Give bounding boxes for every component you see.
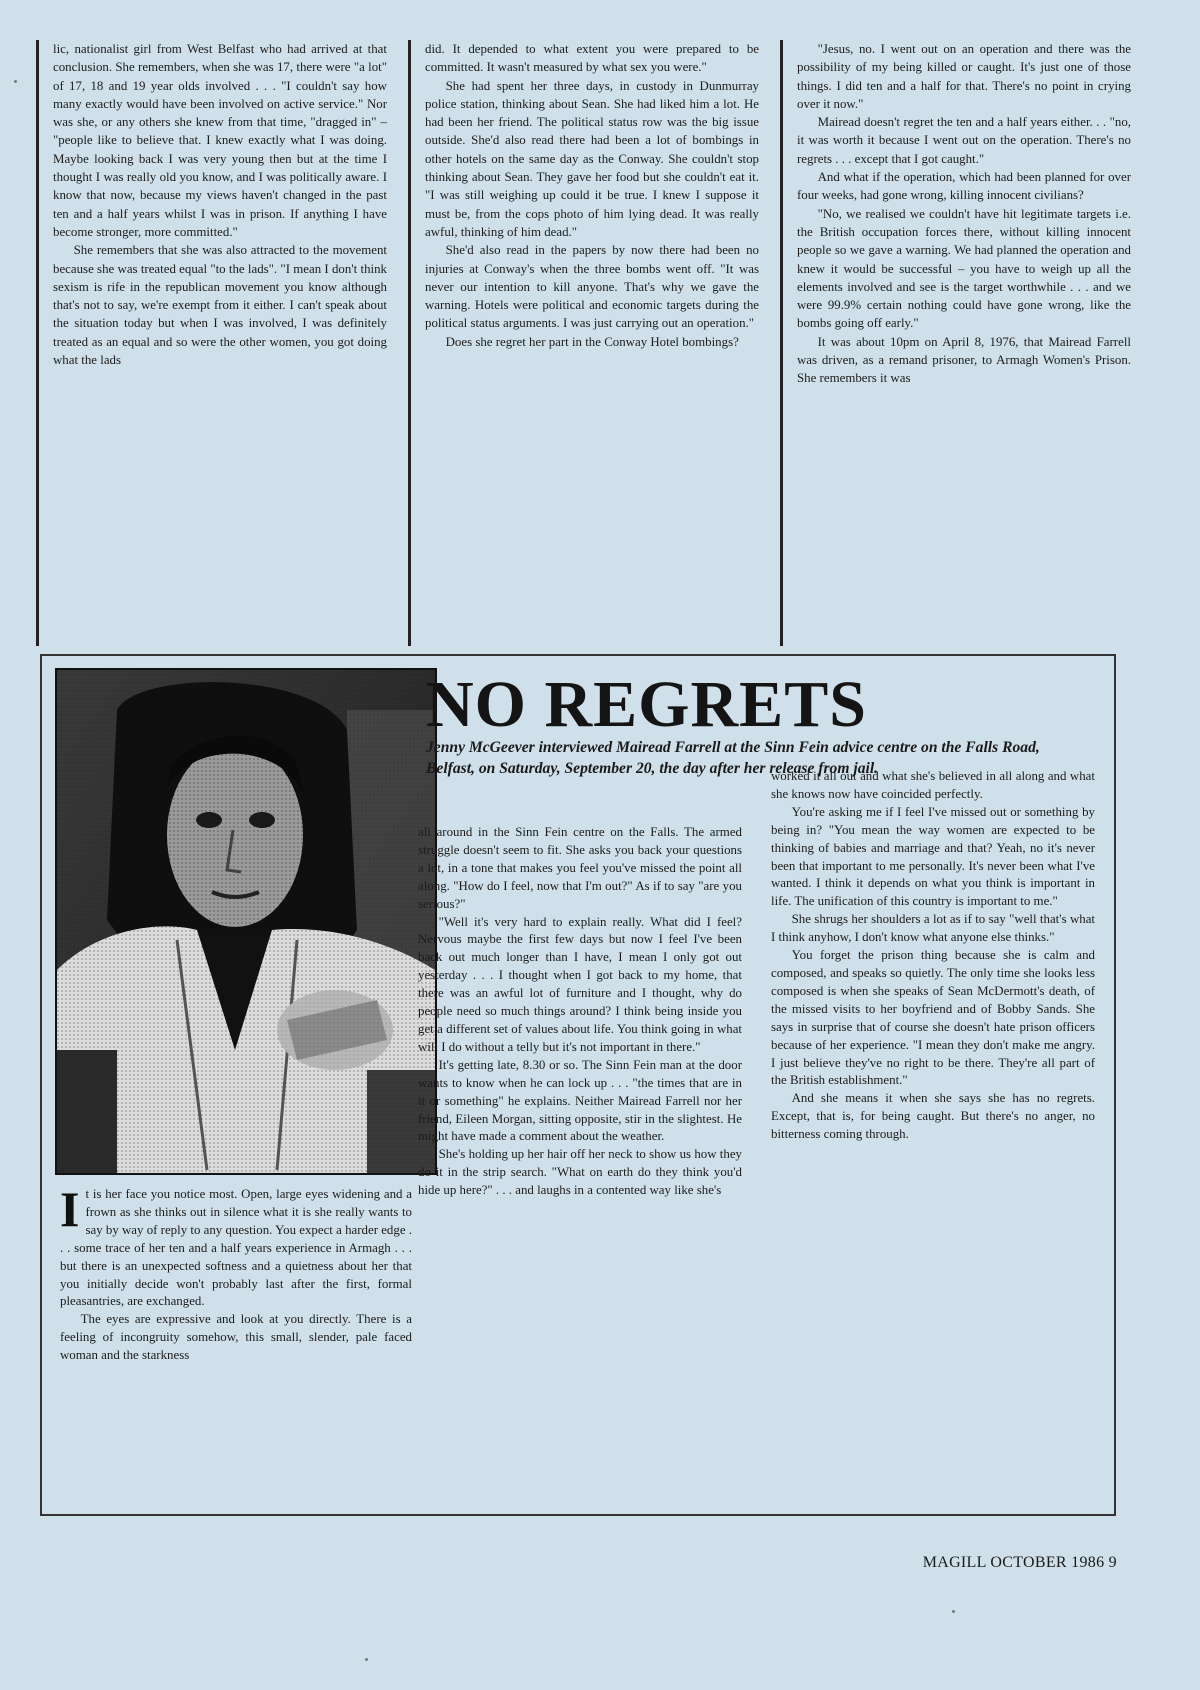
paragraph: The eyes are expressive and look at you directly. There is a feeling of incongruity somehow, this small, slender, pale faced woman and the starkness [60,1312,412,1363]
top-column-2 [408,40,759,646]
paragraph: She had spent her three days, in custody in Dunmurray police station, thinking about Sean. She had liked him a lot. He had been her friend. The political status row was the big issue outside. She'd also read there had been a lot of bombings in other hotels on the same day as the Conway. She couldn't stop thinking about Sean. They gave her food but she couldn't eat it. "I was still weighing up could it be true. I knew I suppose it must be, from the cops photo of him lying dead. It was really awful, thinking of him dead." [425,78,759,239]
paragraph: And what if the operation, which had been planned for over four weeks, had gone wrong, killing innocent civilians? [797,170,1131,203]
paragraph: She'd also read in the papers by now there had been no injuries at Conway's when the three bombs went off. "It was never our intention to kill anyone. That's why we gave the warning. Hotels were political and economic targets during the political status arguments. I was just carrying out an operation." [425,243,759,331]
paragraph: Mairead doesn't regret the ten and a half years either. . . "no, it was worth it because I went out on the operation. There's no regrets . . . except that I got caught." [797,115,1131,166]
paper-speck [952,1610,955,1613]
top-column-1 [36,40,387,646]
box-column-2 [418,824,742,1504]
standfirst: Jenny McGeever interviewed Mairead Farrell at the Sinn Fein advice centre on the Falls Road, Belfast, on Saturday, September 20, the day after her release from jail. [426,739,1040,777]
top-columns [36,40,1131,652]
portrait-illustration [57,670,435,1173]
top-column-3 [780,40,1131,646]
paragraph: She shrugs her shoulders a lot as if to say "well that's what I think anyhow, I don't know what anyone else thinks." [771,912,1095,945]
box-column-3 [771,768,1095,1504]
paragraph: It was about 10pm on April 8, 1976, that Mairead Farrell was driven, as a remand prisoner, to Armagh Women's Prison. She remembers it was [797,334,1131,386]
page-footer: MAGILL OCTOBER 1986 9 [922,1554,1117,1571]
paper-speck [14,80,17,83]
paragraph: And she means it when she says she has no regrets. Except, that is, for being caught. But there's no anger, no bitterness coming through. [771,1091,1095,1142]
paper-speck [365,1658,368,1661]
lead-paragraph [60,1186,412,1311]
paragraph: It's getting late, 8.30 or so. The Sinn Fein man at the door wants to know when he can lock up . . . "the times that are in it or something" he explains. Neither Mairead Farrell nor her friend, Eileen Morgan, sitting opposite, stir in the slightest. He might have made a comment about the weather. [418,1057,742,1144]
lead-text: t is her face you notice most. Open, large eyes widening and a frown as she thinks out in silence what it is she really wants to say by way of reply to any question. You expect a harder edge . . . some trace of her ten and a half years experience in Armagh . . . but there is an unexpected softness and a quietness about her that you initially decide won't probably last after the first, formal pleasantries, are exchanged. [60,1187,412,1309]
paragraph: worked it all out and what she's believed in all along and what she knows now have coincided perfectly. [771,769,1095,801]
paragraph: "No, we realised we couldn't have hit legitimate targets i.e. the British occupation forces there, without killing innocent people so we gave a warning. We had planned the operation and knew it would be successful – you have to weigh up all the elements involved and see is the target worthwhile . . . and we were 99.9% certain nothing could have gone wrong, like the bombs going off early." [797,206,1131,331]
paragraph: She remembers that she was also attracted to the movement because she was treated equal "to the lads". "I mean I don't think sexism is rife in the republican movement you know although that's not to say, we're exempt from it either. I can't speak about the situation today but when I was involved, I was definitely treated as an equal and so were the other women, you got doing what the lads [53,243,387,368]
paragraph: did. It depended to what extent you were prepared to be committed. It wasn't measured by what sex you were." [425,42,759,75]
paragraph: Does she regret her part in the Conway Hotel bombings? [445,334,739,349]
paragraph: lic, nationalist girl from West Belfast who had arrived at that conclusion. She remembers, when she was 17, there were "a lot" of 17, 18 and 19 year olds involved . . . "I couldn't say how many exactly would have been involved on active service." Nor was she, or any others she knew from that time, "dragged in" – "people like to believe that. I knew exactly what I was doing. Maybe looking back I was very young then but at the time I thought I was really old you know, and I was politically aware. I know that now, because my views haven't changed in the past ten and a half years whilst I was in prison. If anything I have become stronger, more committed." [53,42,387,239]
paragraph: You're asking me if I feel I've missed out or something by being in? "You mean the way women are expected to be thinking of babies and marriage and that? Yeah, no it's never been that important to me personally. It's never been what I've wanted. I think it depends on what you think is important in life. The unification of this country is important to me." [771,804,1095,909]
box-column-1 [60,1186,412,1504]
paragraph: "Well it's very hard to explain really. What did I feel? Nervous maybe the first few days but now I feel I've been back out much longer than I have, I mean I only got out yesterday . . . I thought when I got back to my home, that there was an awful lot of furniture and I thought, why do people need so much things around? I think being inside you get a different set of values about life. You think going in what will I do without a telly but it's not important in there." [418,914,742,1054]
portrait-photo [55,668,437,1175]
drop-cap: I [60,1186,80,1237]
paragraph: You forget the prison thing because she is calm and composed, and speaks so quietly. The only time she looks less composed is when she speaks of Sean McDermott's death, of the missed visits to her boyfriend and of Bobby Sands. She says in surprise that of course she doesn't hate prison officers because of her experience. "I mean they don't make me angry. I just believe they've no right to be there. They're all part of the British establishment." [771,948,1095,1088]
paragraph: "Jesus, no. I went out on an operation and there was the possibility of my being killed or caught. It's just one of those things. I did ten and a half for that. There's no point in crying over it now." [797,42,1131,111]
headline: NO REGRETS [426,668,867,741]
paragraph: She's holding up her hair off her neck to show us how they do it in the strip search. "What on earth do they think you'd hide up here?" . . . and laughs in a contented way like she's [418,1147,742,1198]
feature-box [40,654,1116,1516]
paragraph: all around in the Sinn Fein centre on the Falls. The armed struggle doesn't seem to fit. She asks you back your questions a lot, in a tone that makes you feel you've missed the point all along. "How do I feel, now that I'm out?" As if to say "are you serious?" [418,825,742,911]
